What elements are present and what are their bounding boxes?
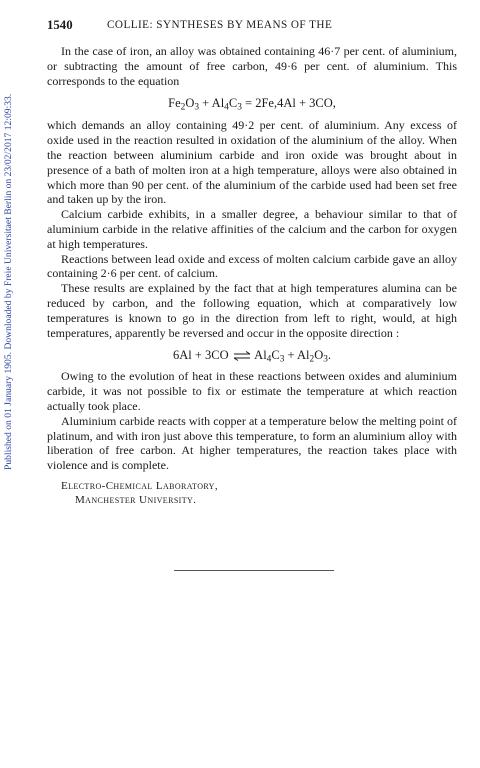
affiliation-laboratory: Electro-Chemical Laboratory, (61, 479, 218, 492)
affiliation-university: Manchester University. (75, 493, 197, 506)
equation-iron: $Fe_2O_3 + Al_4C_3 = 2Fe,4Al + 3CO$, (168, 96, 336, 114)
paragraph: Owing to the evolution of heat in these reactions between oxides and aluminium carbide, it was not possible to fix or estimate the temperature at which reaction actually took place. (47, 369, 457, 413)
equation-alumina: 6Al + 3CO $Al_4C_3 + Al_2O_3$. (172, 348, 332, 365)
page-header (47, 18, 457, 34)
paragraph: which demands an alloy containing 49·2 per cent. of aluminium. Any excess of oxide used in the reaction resulted in oxidation of the aluminium of the alloy. When the reaction between aluminium carbide and iron oxide was brought about in presence of a bath of molten iron at a high temperature, alloys were also obtained in which more than 90 per cent. of the aluminium of the carbide used had been set free and taken up by the iron. (47, 118, 457, 207)
running-head: COLLIE: SYNTHESES BY MEANS OF THE (107, 19, 333, 31)
download-notice: Published on 01 January 1905. Downloaded by Freie Universitaet Berlin on 23/02/2017 12:09:33. (3, 93, 14, 471)
article-body (47, 44, 457, 507)
paragraph: In the case of iron, an alloy was obtained containing 46·7 per cent. of aluminium, or subtracting the amount of free carbon, 49·6 per cent. of aluminium. This corresponds to the equation (47, 44, 457, 88)
paragraph: Calcium carbide exhibits, in a smaller degree, a behaviour similar to that of aluminium carbide in the relative affinities of the calcium and the carbon for oxygen at high temperatures. (47, 207, 457, 251)
end-rule-divider (174, 570, 334, 571)
affiliation (61, 479, 457, 507)
paragraph: These results are explained by the fact that at high temperatures alumina can be reduced by carbon, and the following equation, which at comparatively low temperatures is known to go in the direction from left to right, would, at high temperatures, apparently be reversed and occur in the opposite direction : (47, 281, 457, 340)
paragraph: Reactions between lead oxide and excess of molten calcium carbide gave an alloy containing 2·6 per cent. of calcium. (47, 251, 457, 281)
page-number: 1540 (47, 18, 73, 32)
reversible-arrow-icon (232, 346, 252, 364)
paragraph: Aluminium carbide reacts with copper at a temperature below the melting point of platinum, and with iron just above this temperature, to form an aluminium alloy with liberation of free carbon. At higher temperatures, the reaction takes place with violence and is complete. (47, 413, 457, 473)
